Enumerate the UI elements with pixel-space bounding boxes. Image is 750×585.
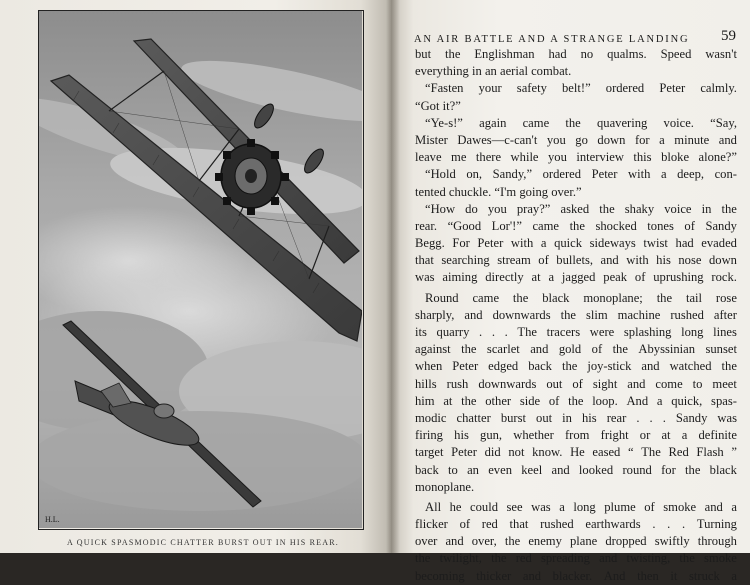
text-line: when Peter edged back the joy-stick and watched the [415, 359, 737, 374]
body-text [415, 46, 737, 585]
text-line: becoming thicker and blacker. And then it struck a [415, 568, 737, 583]
text-line: “Ye-s!” again came the quavering voice. “Say, [425, 115, 737, 130]
artist-signature: H.L. [45, 515, 60, 524]
text-line: hills rush downwards out of sight and come to meet [415, 376, 737, 391]
text-line: “Fasten your safety belt!” ordered Peter calmly. [425, 81, 737, 96]
text-line: tented chuckle. “I'm going over.” [415, 184, 582, 199]
text-line: rear. “Good Lor'!” came the shocked tones of Sandy [415, 218, 737, 233]
text-line: modic chatter burst out in his rear . . . Sandy was [415, 410, 737, 425]
text-line: that searching stream of bullets, and with his nose down [415, 253, 737, 268]
text-line: All he could see was a long plume of smoke and a [425, 499, 737, 514]
text-line: but the Englishman had no qualms. Speed wasn't [415, 47, 737, 61]
text-line: over and over, the enemy plane dropped swiftly through [415, 534, 737, 549]
text-line: “Hold on, Sandy,” ordered Peter with a deep, con- [425, 167, 737, 182]
illustration-plate [38, 10, 364, 530]
book-gutter [386, 0, 400, 553]
text-line: Begg. For Peter with a quick sideways twist had evaded [415, 236, 737, 251]
text-line: firing his gun, whether from fright or at a definite [415, 428, 737, 443]
text-line: everything in an aerial combat. [415, 64, 572, 79]
text-line: against the scarlet and gold of the Abyssinian sunset [415, 342, 737, 357]
text-line: “How do you pray?” asked the shaky voice in the [425, 201, 737, 216]
text-line: sharply, and downwards the slim machine rushed after [415, 307, 737, 322]
text-line: “Got it?” [415, 98, 461, 113]
illustration-caption: A QUICK SPASMODIC CHATTER BURST OUT IN HIS REAR. [67, 538, 339, 547]
left-page [0, 0, 392, 553]
text-line: target Peter did not know. He eased “ The Red Flash ” [415, 445, 737, 460]
text-line: the twilight, the red spreading and twisting, the smoke [415, 551, 737, 566]
text-line: its quarry . . . The tracers were splashing long lines [415, 325, 737, 339]
text-line: Round came the black monoplane; the tail rose [425, 290, 737, 305]
biplane-and-monoplane-dogfight-illustration [39, 11, 362, 528]
text-line: was aiming directly at a jagged peak of uprushing rock. [415, 270, 737, 285]
text-line: monoplane. [415, 479, 475, 494]
text-line: leave me there while you interview this bloke alone?” [415, 150, 737, 165]
chapter-running-title: AN AIR BATTLE AND A STRANGE LANDING [414, 34, 690, 45]
text-line: Mister Dawes—c-can't you go down for a minute and [415, 132, 737, 147]
text-line: flicker of red that rushed earthwards . . . Turning [415, 517, 737, 532]
text-line: him at the other side of the loop. And a quick, spas- [415, 393, 737, 408]
text-line: back to an even keel and looked round for the black [415, 462, 737, 477]
page-number: 59 [721, 28, 736, 44]
